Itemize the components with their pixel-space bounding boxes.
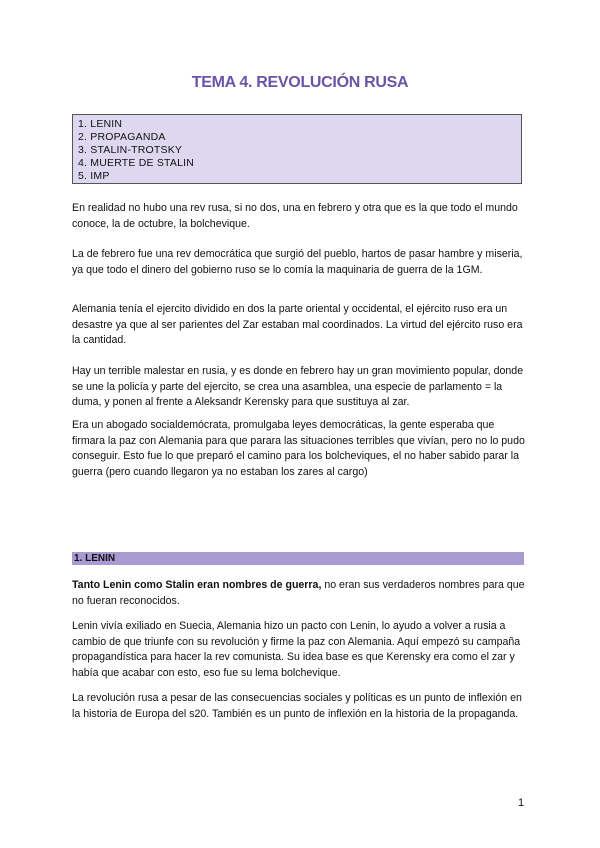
intro-paragraph: Hay un terrible malestar en rusia, y es donde en febrero hay un gran movimiento popular, donde se une la policía y parte del ejercito, se crea una asamblea, una especie de parlamento = la duma, y ponen al frente a Aleksandr Kerensky para que sustituya al zar. bbox=[72, 365, 524, 408]
section-heading-bar bbox=[72, 552, 524, 565]
paragraph-text: no eran sus verdaderos nombres para que no fueran reconocidos. bbox=[72, 579, 525, 607]
bold-phrase: Tanto Lenin como Stalin eran nombres de guerra, bbox=[72, 579, 322, 591]
toc-item-propaganda[interactable]: 2. PROPAGANDA bbox=[78, 131, 166, 143]
intro-paragraph: Alemania tenía el ejercito dividido en dos la parte oriental y occidental, el ejército ruso era un desastre ya que al ser parientes del Zar estaban mal coordinados. La virtud del ejército ruso era la cantidad. bbox=[72, 303, 523, 346]
page-number: 1 bbox=[518, 797, 525, 809]
section-heading-lenin: 1. LENIN bbox=[74, 553, 116, 564]
lenin-paragraph bbox=[72, 578, 528, 609]
lenin-paragraph: La revolución rusa a pesar de las consecuencias sociales y políticas es un punto de inflexión en la historia de Europa del s20. También es un punto de inflexión en la historia de la propaganda. bbox=[72, 692, 522, 720]
toc-item-muerte-de-stalin[interactable]: 4. MUERTE DE STALIN bbox=[78, 157, 195, 169]
page-title: TEMA 4. REVOLUCIÓN RUSA bbox=[191, 74, 409, 91]
intro-paragraph: En realidad no hubo una rev rusa, si no dos, una en febrero y otra que es la que todo el mundo conoce, la de octubre, la bolchevique. bbox=[72, 202, 518, 230]
toc-item-stalin-trotsky[interactable]: 3. STALIN-TROTSKY bbox=[78, 144, 183, 156]
lenin-paragraph: Lenin vivía exiliado en Suecia, Alemania hizo un pacto con Lenin, lo ayudo a volver a rusia a cambio de que triunfe con su revolución y firme la paz con Alemania. Aquí empezó su campaña propagandística para hacer la rev comunista. Su idea base es que Kerensky era como el zar y había que acabar con esto, eso fue su lema bolchevique. bbox=[72, 620, 521, 679]
toc-item-lenin[interactable]: 1. LENIN bbox=[78, 118, 123, 130]
intro-paragraph: Era un abogado socialdemócrata, promulgaba leyes democráticas, la gente esperaba que firmara la paz con Alemania para que parara las situaciones terribles que vivían, pero no lo pudo conseguir. Esto fue lo que preparó el camino para los bolcheviques, el no haber sabido parar la guerra (pero cuando llegaron ya no estaban los zares al cargo) bbox=[72, 419, 525, 478]
table-of-contents bbox=[72, 114, 522, 184]
intro-paragraph: La de febrero fue una rev democrática que surgió del pueblo, hartos de pasar hambre y miseria, ya que todo el dinero del gobierno ruso se lo comía la maquinaria de guerra de la 1GM. bbox=[72, 248, 523, 276]
toc-item-imp[interactable]: 5. IMP bbox=[78, 170, 110, 182]
